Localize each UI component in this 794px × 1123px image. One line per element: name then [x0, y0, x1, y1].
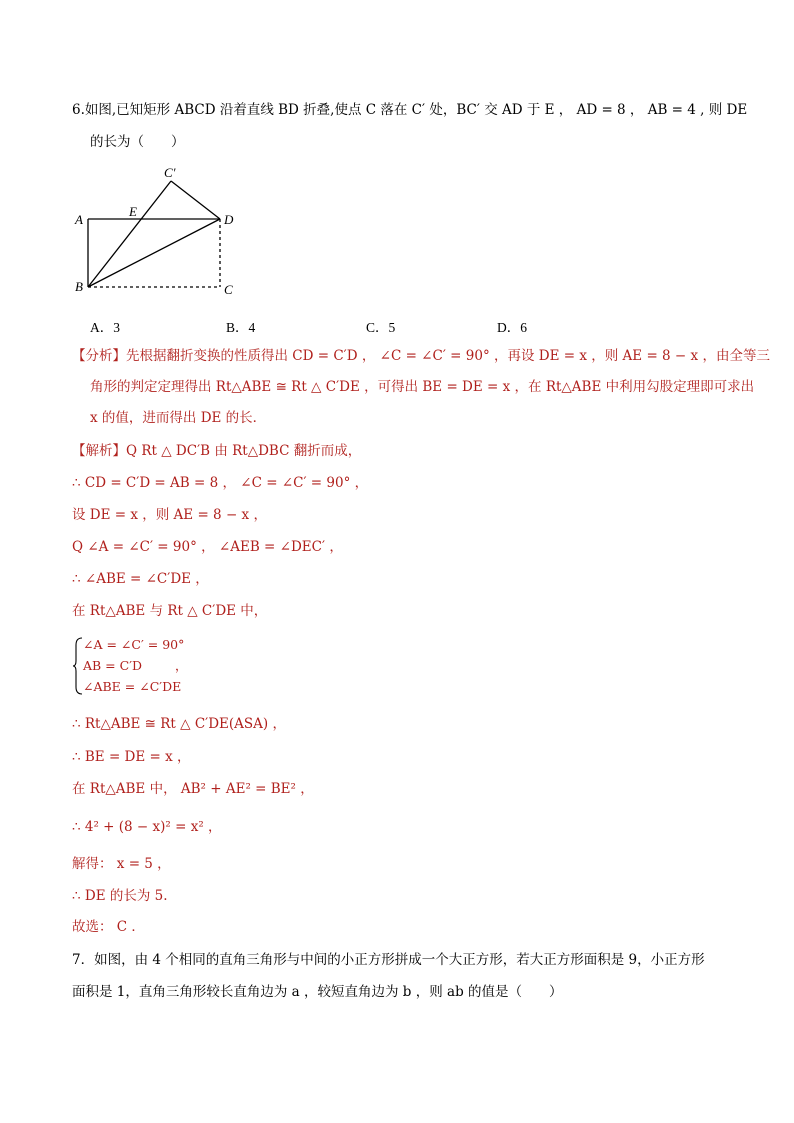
- rectangle-fold-figure: [60, 160, 260, 300]
- analysis-line3: x 的值，进而得出 DE 的长．: [90, 410, 267, 426]
- option-c[interactable]: C．5: [366, 320, 396, 335]
- solution-line1: 【解析】Q Rt △ DC′B 由 Rt△DBC 翻折而成，: [72, 443, 362, 459]
- option-a[interactable]: A．3: [90, 320, 120, 335]
- solution-line3: 设 DE = x ，则 AE = 8 − x ，: [72, 507, 267, 523]
- solution-line10: ∴ 4² + (8 − x)² = x² ，: [72, 819, 222, 835]
- segment-bc-prime: [88, 181, 171, 287]
- solution-line2: ∴ CD = C′D = AB = 8 ， ∠C = ∠C′ = 90° ，: [72, 475, 369, 491]
- system-eq3: ∠ABE = ∠C′DE: [83, 679, 182, 694]
- analysis-line2: 角形的判定定理得出 Rt△ABE ≅ Rt △ C′DE ，可得出 BE = DE = x ，在 Rt△ABE 中利用勾股定理即可求出: [90, 379, 755, 395]
- system-eq1: ∠A = ∠C′ = 90°: [83, 637, 185, 652]
- segment-c-prime-d: [171, 181, 220, 219]
- solution-line8: ∴ BE = DE = x ，: [72, 749, 191, 765]
- solution-line5: ∴ ∠ABE = ∠C′DE ，: [72, 571, 209, 587]
- solution-line6: 在 Rt△ABE 与 Rt △ C′DE 中，: [72, 603, 268, 619]
- q7-text-line2: 面积是 1，直角三角形较长直角边为 a ，较短直角边为 b ，则 ab 的值是（ ）: [72, 984, 563, 1000]
- system-comma: ，: [175, 658, 188, 673]
- q7-text-line1: 7．如图，由 4 个相同的直角三角形与中间的小正方形拼成一个大正方形，若大正方形面积是 9，小正方形: [72, 952, 705, 968]
- system-eq2: AB = C′D: [83, 658, 143, 673]
- label-d: D: [224, 212, 234, 227]
- analysis-line1: 【分析】先根据翻折变换的性质得出 CD = C′D ， ∠C = ∠C′ = 90° ，再设 DE = x ，则 AE = 8 − x ，由全等三: [72, 348, 770, 364]
- label-c: C: [224, 282, 233, 297]
- label-a: A: [75, 212, 83, 227]
- segment-bd: [88, 219, 220, 287]
- label-b: B: [75, 279, 83, 294]
- option-d[interactable]: D．6: [497, 320, 527, 335]
- q6-text-line1: 6.如图,已知矩形 ABCD 沿着直线 BD 折叠,使点 C 落在 C′ 处，BC′ 交 AD 于 E ， AD = 8 ， AB = 4 , 则 DE: [72, 102, 748, 118]
- label-e: E: [129, 204, 137, 219]
- option-b[interactable]: B．4: [226, 320, 256, 335]
- solution-line9: 在 Rt△ABE 中， AB² + AE² = BE² ，: [72, 781, 314, 797]
- solution-line7: ∴ Rt△ABE ≅ Rt △ C′DE(ASA) ，: [72, 716, 286, 732]
- solution-line11: 解得： x = 5 ，: [72, 856, 171, 872]
- label-c-prime: C′: [164, 165, 176, 180]
- solution-line4: Q ∠A = ∠C′ = 90° ， ∠AEB = ∠DEC′ ，: [72, 539, 343, 555]
- solution-line12: ∴ DE 的长为 5.: [72, 888, 168, 904]
- q6-text-line2: 的长为（ ）: [90, 134, 185, 150]
- solution-line13: 故选： C ．: [72, 919, 145, 935]
